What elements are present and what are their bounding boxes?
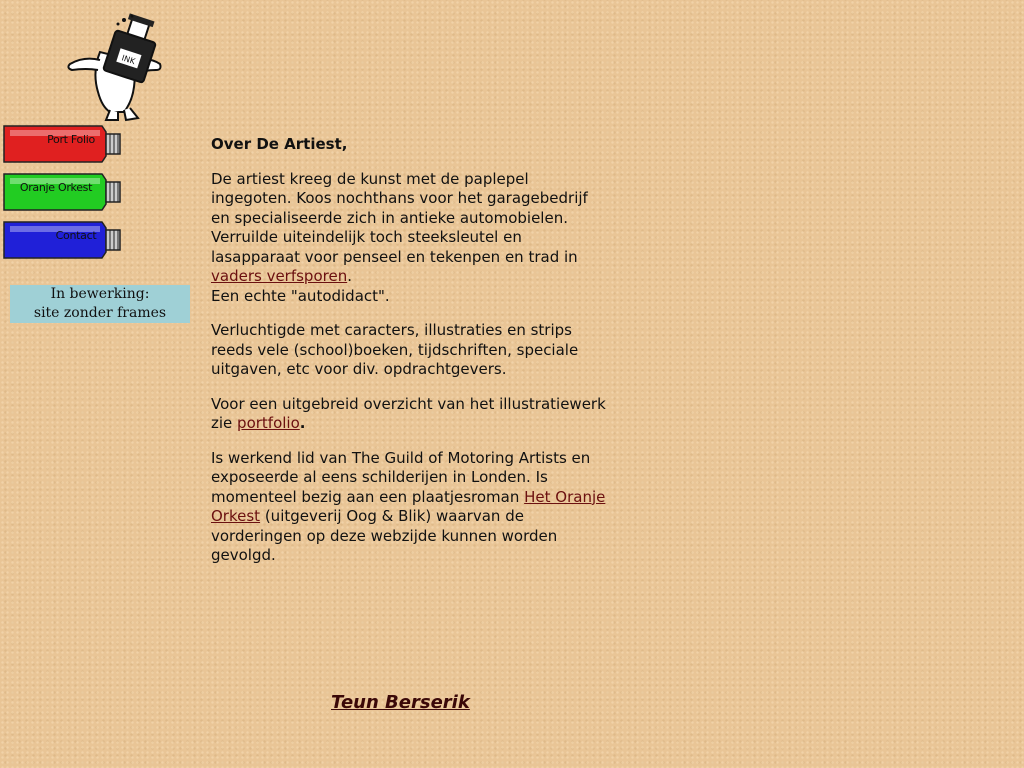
paragraph-bio-text: De artiest kreeg de kunst met de paplepel ingegoten. Koos nochthans voor het garagebedrijf en specialiseerde zich in antieke automobielen. Verruilde uiteindelijk toch steeksleutel en lasapparaat voor penseel en tekenpen en trad in	[211, 169, 588, 266]
page-title: Over De Artiest,	[211, 135, 348, 153]
notice-line-1: In bewerking:	[50, 286, 150, 302]
nav-portfolio-button[interactable]	[2, 122, 126, 166]
paragraph-guild	[211, 449, 606, 566]
nav-oranje-orkest-button[interactable]	[2, 170, 126, 214]
nav-contact-button[interactable]	[2, 218, 126, 262]
paragraph-bio-period: .	[347, 267, 352, 285]
paragraph-bio	[211, 170, 606, 307]
paragraph-guild-text: Is werkend lid van The Guild of Motoring Artists en exposeerde al eens schilderijen in Londen. Is momenteel bezig aan een plaatjesroman	[211, 448, 591, 506]
portfolio-link[interactable]: portfolio	[237, 414, 300, 432]
ink-bottle-mascot-icon	[62, 12, 172, 124]
notice-box	[10, 285, 190, 323]
paragraph-portfolio	[211, 395, 606, 434]
signature-link[interactable]: Teun Berserik	[331, 692, 470, 713]
paragraph-guild-tail: (uitgeverij Oog & Blik) waarvan de vorderingen op deze webzijde kunnen worden gevolgd.	[211, 507, 558, 564]
paragraph-bio-autodidact: Een echte "autodidact".	[211, 286, 390, 305]
nav-oranje-orkest-label: Oranje Orkest	[19, 181, 93, 194]
svg-text:INK: INK	[120, 53, 137, 67]
paragraph-portfolio-period: .	[299, 414, 306, 432]
paragraph-work: Verluchtigde met caracters, illustraties en strips reeds vele (school)boeken, tijdschriften, speciale uitgaven, etc voor div. opdrachtgevers.	[211, 321, 579, 378]
nav-contact-label: Contact	[55, 229, 97, 242]
oranje-orkest-link[interactable]: Het Oranje Orkest	[211, 487, 606, 525]
notice-line-2: site zonder frames	[33, 305, 167, 321]
main-content	[211, 135, 606, 581]
paragraph-portfolio-text: Voor een uitgebreid overzicht van het illustratiewerk zie	[211, 394, 606, 432]
nav-portfolio-label: Port Folio	[47, 133, 95, 146]
vaders-verfsporen-link[interactable]: vaders verfsporen	[211, 267, 348, 285]
